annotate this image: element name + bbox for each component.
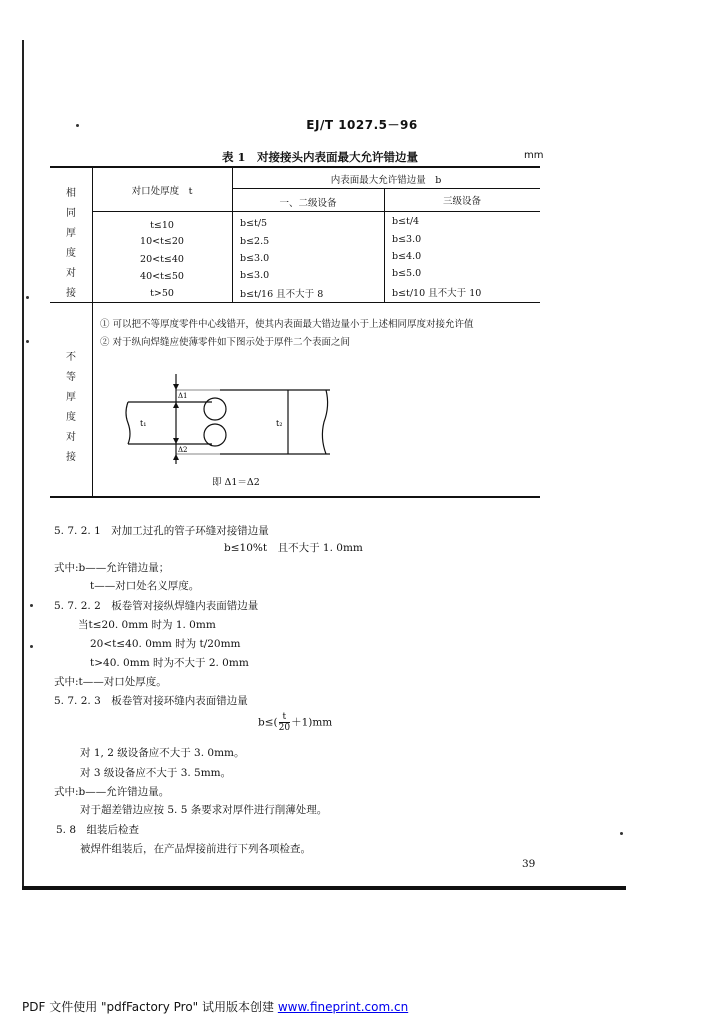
table-top-rule <box>50 166 540 168</box>
cell-grade-1-2: b≤t/16 且不大于 8 <box>240 289 324 300</box>
group-label-equal-thickness: 相 同 厚 度 对 接 <box>66 188 76 299</box>
scan-speck <box>26 296 29 299</box>
cell-grade-3: b≤4.0 <box>392 251 422 262</box>
section-5-7-2-3-line-2: 对 3 级设备应不大于 3. 5mm。 <box>80 767 232 779</box>
scan-speck <box>30 645 33 648</box>
footer-link[interactable]: www.fineprint.com.cn <box>277 1000 409 1014</box>
cell-grade-1-2: b≤t/5 <box>240 218 268 229</box>
section-5-7-2-3-title: 5. 7. 2. 3 板卷管对接环缝内表面错边量 <box>54 695 248 707</box>
arrow-head <box>173 454 179 460</box>
section-5-7-2-3-formula: b≤( $\frac{t}{20}$ ＋1)mm <box>258 712 333 733</box>
section-5-7-2-2-line-2: 20<t≤40. 0mm 时为 t/20mm <box>90 638 241 650</box>
section-5-8-title: 5. 8 组装后检查 <box>56 824 140 836</box>
cell-grade-3: b≤t/10 且不大于 10 <box>392 288 482 299</box>
arrow-head <box>173 402 179 408</box>
header-grade-3: 三级设备 <box>442 196 481 207</box>
header-thickness: 对口处厚度 t <box>131 186 193 197</box>
table-bottom-rule <box>50 496 540 498</box>
cell-grade-3: b≤5.0 <box>392 268 422 279</box>
lower-weld-bead <box>204 424 226 446</box>
page-number: 39 <box>522 858 536 870</box>
upper-weld-bead <box>204 398 226 420</box>
section-5-7-2-1-formula: b≤10%t 且不大于 1. 0mm <box>224 542 363 554</box>
section-5-8-text: 被焊件组装后，在产品焊接前进行下列各项检查。 <box>80 843 311 855</box>
footer-text: PDF 文件使用 "pdfFactory Pro" 试用版本创建 <box>22 1000 278 1014</box>
table-header-bottom-rule <box>92 211 540 212</box>
section-5-7-2-3-note: 对于超差错边应按 5. 5 条要求对厚件进行削薄处理。 <box>80 804 328 816</box>
section-5-7-2-2-line-1: 当t≤20. 0mm 时为 1. 0mm <box>78 619 216 631</box>
weld-offset-diagram <box>120 368 340 464</box>
arrow-head <box>173 438 179 444</box>
thick-plate-break-line <box>322 390 327 454</box>
arrow-head <box>173 384 179 390</box>
cell-thickness: t>50 <box>150 288 174 299</box>
section-5-7-2-2-line-3: t>40. 0mm 时为不大于 2. 0mm <box>90 657 249 669</box>
diagram-caption: 即 Δ1＝Δ2 <box>212 477 260 488</box>
cell-grade-1-2: b≤3.0 <box>240 270 270 281</box>
section-5-7-2-3-where: 式中:b——允许错边量。 <box>54 786 170 798</box>
table-col-divider <box>92 166 93 496</box>
scan-speck <box>26 340 29 343</box>
table-unit: mm <box>524 150 544 161</box>
cell-thickness: t≤10 <box>150 220 174 231</box>
section-5-7-2-1-title: 5. 7. 2. 1 对加工过孔的管子环缝对接错边量 <box>54 525 269 537</box>
section-5-7-2-2-where: 式中:t——对口处厚度。 <box>54 676 167 688</box>
scan-binding-edge <box>22 40 24 888</box>
delta-2-label: Δ2 <box>178 446 188 454</box>
delta-1-label: Δ1 <box>178 392 188 400</box>
cell-grade-3: b≤t/4 <box>392 216 420 227</box>
thick-thickness-label: t₂ <box>276 419 283 428</box>
cell-grade-1-2: b≤2.5 <box>240 236 270 247</box>
standard-number-header: EJ/T 1027.5－96 <box>306 118 418 132</box>
header-grade-1-2: 一、二级设备 <box>279 198 337 209</box>
table-col-divider <box>232 166 233 302</box>
table-header-subrule <box>232 188 540 189</box>
group-label-unequal-thickness: 不 等 厚 度 对 接 <box>66 352 76 463</box>
pdf-factory-footer <box>22 998 408 1015</box>
page-bottom-rule <box>22 886 626 890</box>
thin-plate-break-line <box>126 402 130 444</box>
cell-thickness: 10<t≤20 <box>140 236 184 247</box>
cell-thickness: 40<t≤50 <box>140 271 184 282</box>
table-note-2: ② 对于纵向焊缝应使薄零件如下图示处于厚件二个表面之间 <box>100 337 351 348</box>
scan-speck <box>30 604 33 607</box>
cell-thickness: 20<t≤40 <box>140 254 184 265</box>
section-5-7-2-3-line-1: 对 1, 2 级设备应不大于 3. 0mm。 <box>80 747 245 759</box>
section-5-7-2-1-where-t: t——对口处名义厚度。 <box>90 580 200 592</box>
table-note-1: ① 可以把不等厚度零件中心线错开，使其内表面最大错边量小于上述相同厚度对接允许值 <box>100 319 474 330</box>
table-section-rule <box>50 302 540 303</box>
header-max-misalignment: 内表面最大允许错边量 b <box>330 175 442 186</box>
thin-thickness-label: t₁ <box>140 419 147 428</box>
cell-grade-1-2: b≤3.0 <box>240 253 270 264</box>
section-5-7-2-2-title: 5. 7. 2. 2 板卷管对接纵焊缝内表面错边量 <box>54 600 259 612</box>
scan-speck <box>620 832 623 835</box>
section-5-7-2-1-where-b: 式中:b——允许错边量； <box>54 562 170 574</box>
cell-grade-3: b≤3.0 <box>392 234 422 245</box>
table-title: 表 1 对接接头内表面最大允许错边量 <box>221 150 418 164</box>
